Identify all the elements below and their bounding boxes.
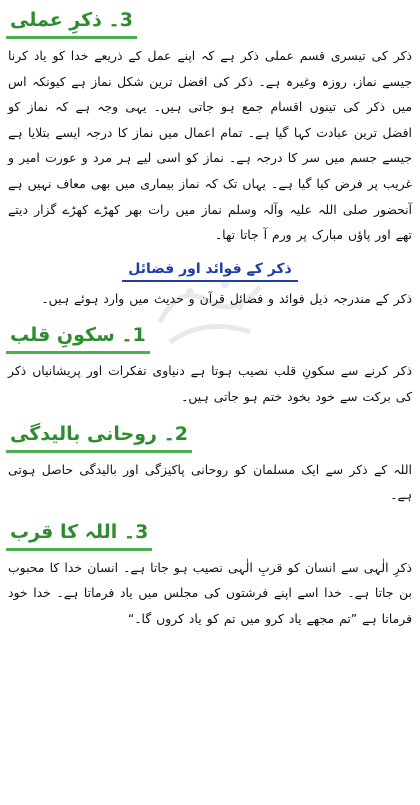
section-heading-roohani <box>6 420 414 453</box>
section-heading-fawaid <box>6 258 414 282</box>
paragraph-zikr-amli: ذکر کی تیسری قسم عملی ذکر ہے کہ اپنے عمل کے ذریعے خدا کو یاد کرنا جیسے نماز، روزہ وغیرہ ہے۔ ذکر کی افضل ترین شکل نماز ہے کیونکہ اس میں ذکر کی تینوں اقسام جمع ہو جاتی ہیں۔ یہی وجہ ہے کہ نماز کو افضل ترین عبادت کہا گیا ہے۔ تمام اعمال میں نماز کا درجہ ایسے بتلایا ہے جیسے جسم میں سر کا درجہ ہے۔ نماز کو اسی لیے ہر مرد و عورت امیر و غریب پر فرض کیا گیا ہے۔ یہاں تک کہ نماز بیماری میں بھی معاف نہیں ہے آنحضور صلی اللہ علیہ وآلہ وسلم نماز میں رات بھر کھڑے کھڑے گزار دیتے تھے اور پاؤں مبارک پر ورم آ جاتا تھا۔ <box>8 48 412 243</box>
section-heading-qurb <box>6 518 414 551</box>
paragraph-qurb: ذکرِ الٰہی سے انسان کو قربِ الٰہی نصیب ہو جاتا ہے۔ انسان خدا کا محبوب بن جاتا ہے۔ خدا اسے اپنے فرشتوں کی مجلس میں یاد فرماتا ہے۔ خدا خود فرماتا ہے ”تم مجھے یاد کرو میں تم کو یاد کروں گا۔“ <box>8 559 412 626</box>
heading-text: ذکر کے فوائد اور فضائل <box>122 258 298 282</box>
paragraph-roohani: اللہ کے ذکر سے ایک مسلمان کو روحانی پاکیزگی اور بالیدگی حاصل ہوتی ہے۔ <box>8 461 412 503</box>
paragraph-sukoon: ذکر کرنے سے سکونِ قلب نصیب ہوتا ہے دنیاوی تفکرات اور پریشانیاں ذکر کی برکت سے خود بخود ختم ہو جاتی ہیں۔ <box>8 363 412 404</box>
section-heading-sukoon <box>6 321 414 354</box>
heading-text: 2۔ روحانی بالیدگی <box>6 420 192 453</box>
heading-text: 3۔ ذکرِ عملی <box>6 6 137 39</box>
section-heading-zikr-amli <box>6 6 414 39</box>
heading-text: 3۔ اللہ کا قرب <box>6 518 152 551</box>
paragraph-fawaid-intro: ذکر کے مندرجہ ذیل فوائد و فضائل قرآن و حدیث میں وارد ہوئے ہیں۔ <box>41 290 412 306</box>
heading-text: 1۔ سکونِ قلب <box>6 321 150 354</box>
